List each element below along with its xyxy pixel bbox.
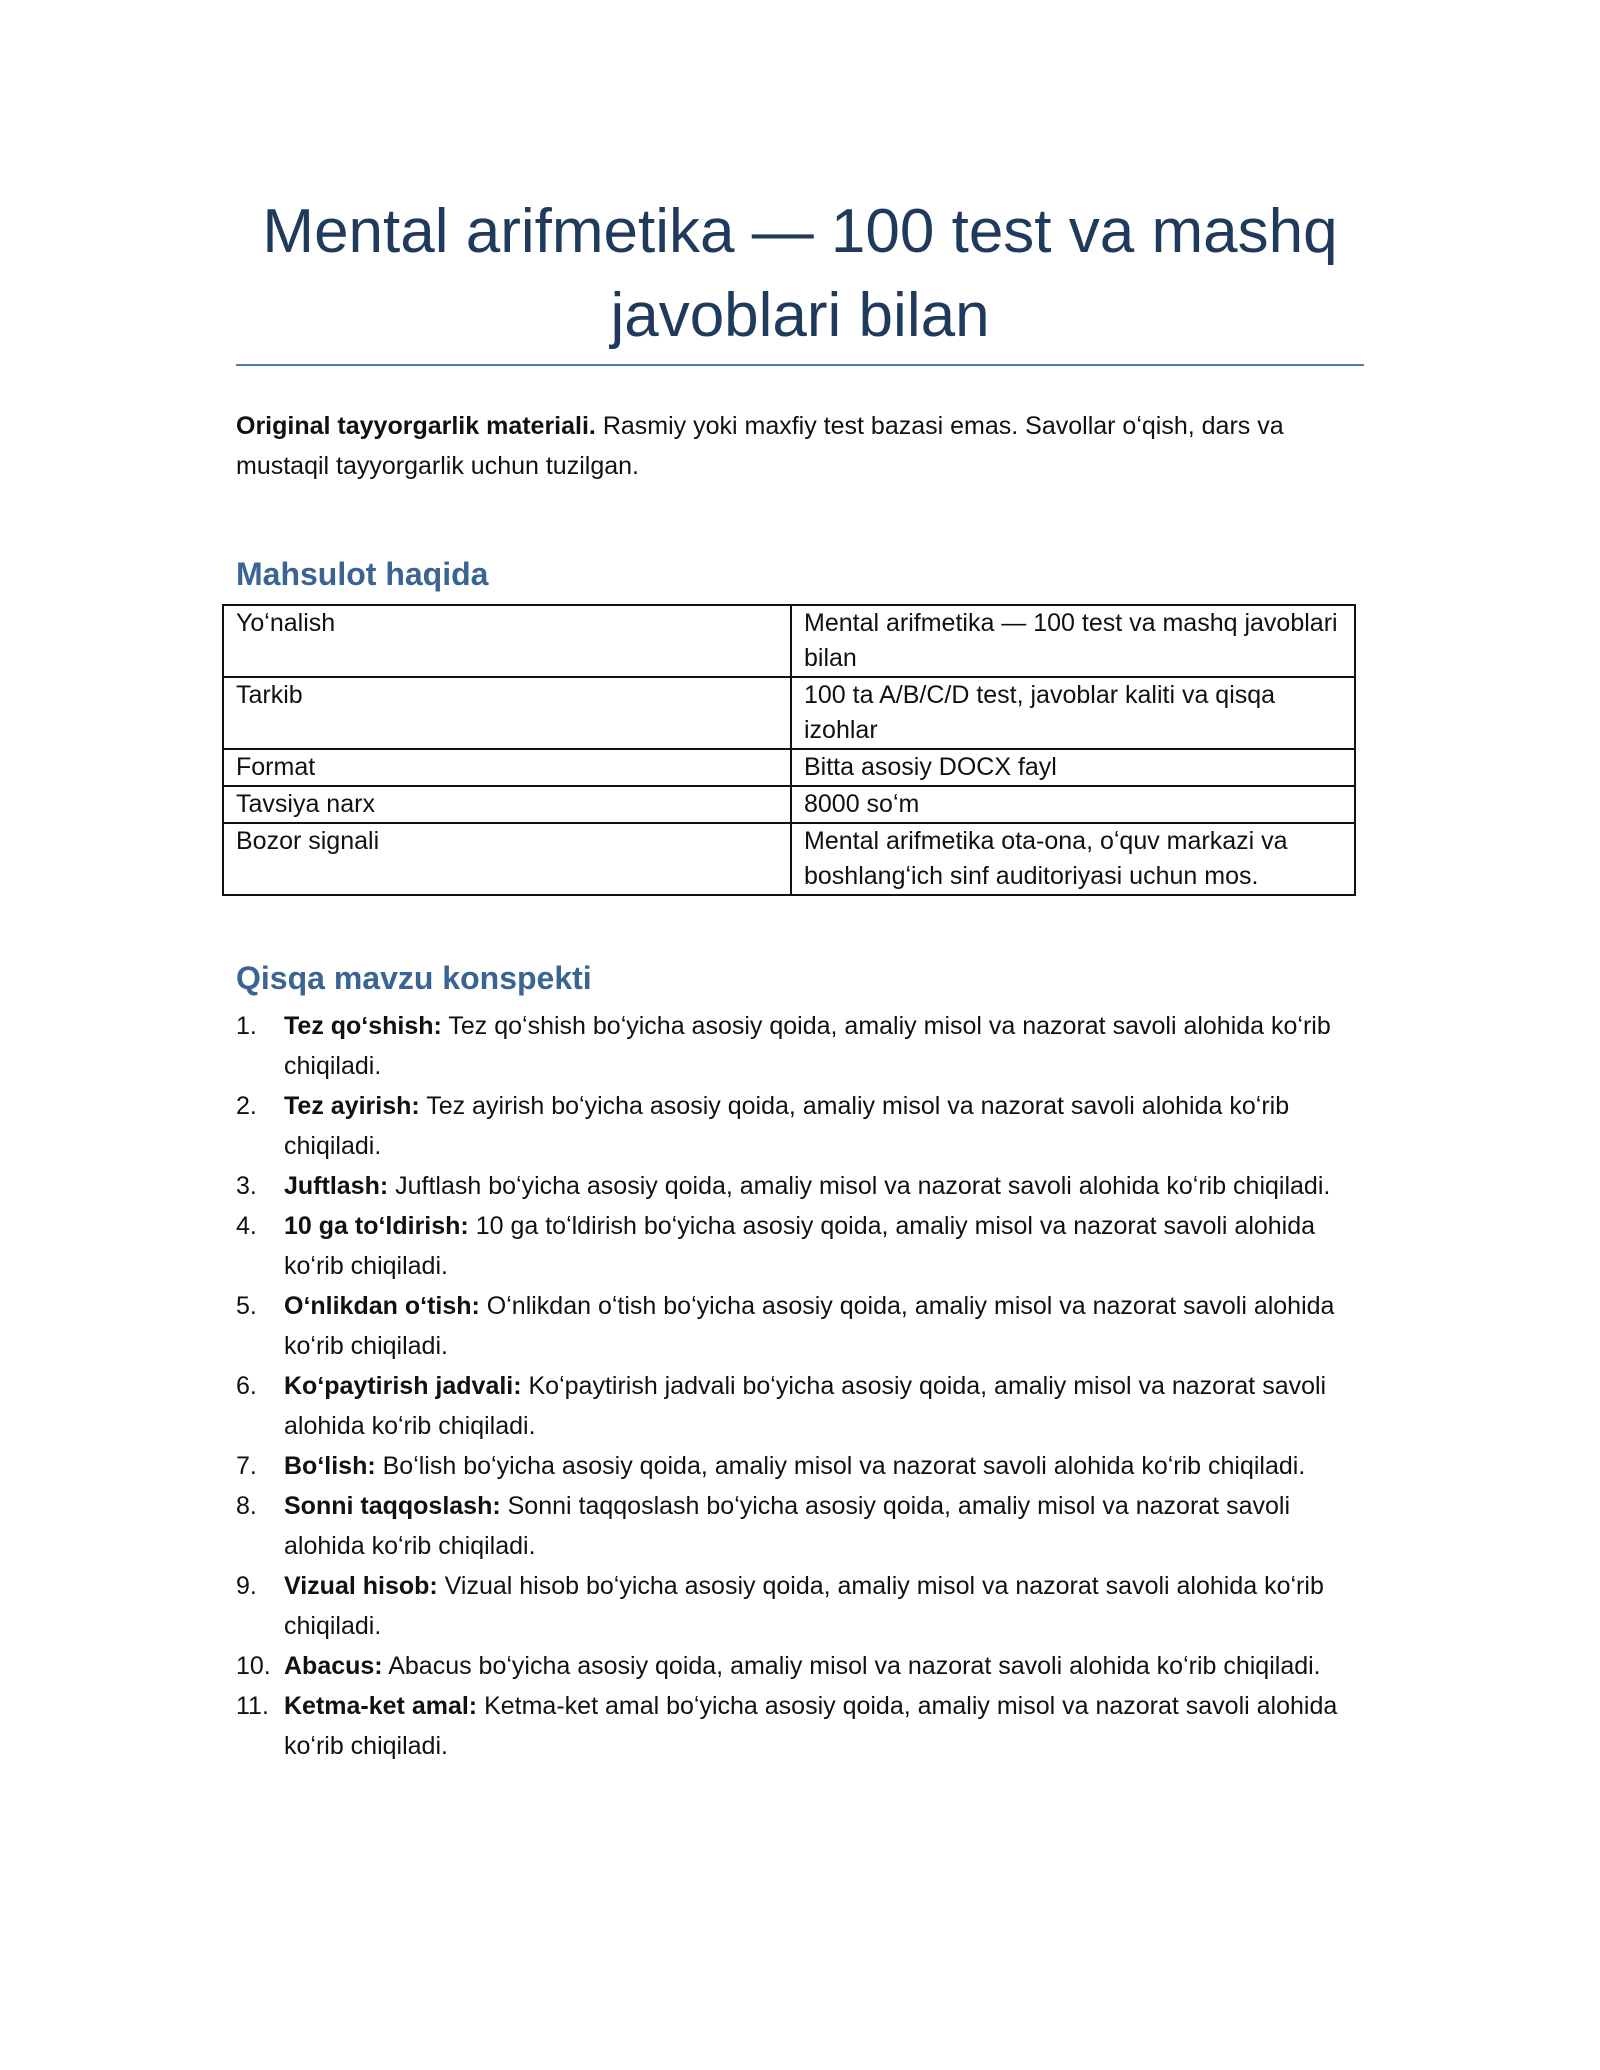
list-term: Sonni taqqoslash: — [284, 1492, 501, 1520]
list-description: Ketma-ket amal boʻyicha asosiy qoida, amaliy misol va nazorat savoli alohida koʻrib chiqiladi. — [284, 1692, 1338, 1760]
list-item — [236, 1206, 1376, 1286]
list-description: Sonni taqqoslash boʻyicha asosiy qoida, amaliy misol va nazorat savoli alohida koʻrib chiqiladi. — [284, 1492, 1290, 1560]
list-description: Boʻlish boʻyicha asosiy qoida, amaliy misol va nazorat savoli alohida koʻrib chiqiladi. — [375, 1452, 1306, 1480]
title-divider — [236, 364, 1364, 366]
list-description: Juftlash boʻyicha asosiy qoida, amaliy misol va nazorat savoli alohida koʻrib chiqiladi. — [388, 1172, 1331, 1200]
list-number: 5. — [236, 1292, 257, 1320]
list-number: 8. — [236, 1492, 257, 1520]
list-item — [236, 1486, 1376, 1566]
list-number: 1. — [236, 1012, 257, 1040]
list-description: Oʻnlikdan oʻtish boʻyicha asosiy qoida, amaliy misol va nazorat savoli alohida koʻrib chiqiladi. — [284, 1292, 1335, 1360]
list-term: Tez qoʻshish: — [284, 1012, 442, 1040]
list-number: 2. — [236, 1092, 257, 1120]
table-row — [223, 823, 1355, 895]
list-term: Oʻnlikdan oʻtish: — [284, 1292, 480, 1320]
list-term: 10 ga toʻldirish: — [284, 1212, 469, 1240]
list-number: 9. — [236, 1572, 257, 1600]
list-item — [236, 1566, 1376, 1646]
list-item — [236, 1086, 1376, 1166]
list-term: Juftlash: — [284, 1172, 389, 1200]
outline-heading: Qisqa mavzu konspekti — [236, 960, 592, 996]
table-value-cell: Mental arifmetika ota-ona, oʻquv markazi va boshlangʻich sinf auditoriyasi uchun mos. — [791, 823, 1355, 895]
list-number: 3. — [236, 1172, 257, 1200]
list-number: 11. — [236, 1692, 269, 1720]
table-key-cell: Yoʻnalish — [223, 605, 791, 677]
list-number: 10. — [236, 1652, 271, 1680]
table-key-cell: Format — [223, 749, 791, 786]
table-row — [223, 786, 1355, 823]
table-row — [223, 749, 1355, 786]
document-title: Mental arifmetika — 100 test va mashq javoblari bilan — [262, 197, 1338, 350]
table-key-cell: Tavsiya narx — [223, 786, 791, 823]
table-key-cell: Tarkib — [223, 677, 791, 749]
table-value-cell: 100 ta A/B/C/D test, javoblar kaliti va qisqa izohlar — [791, 677, 1355, 749]
list-item — [236, 1646, 1376, 1686]
list-item — [236, 1286, 1376, 1366]
product-heading: Mahsulot haqida — [236, 556, 489, 592]
list-term: Vizual hisob: — [284, 1572, 438, 1600]
list-term: Koʻpaytirish jadvali: — [284, 1372, 522, 1400]
list-description: Tez qoʻshish boʻyicha asosiy qoida, amaliy misol va nazorat savoli alohida koʻrib chiqiladi. — [284, 1012, 1331, 1080]
list-term: Tez ayirish: — [284, 1092, 420, 1120]
list-number: 6. — [236, 1372, 257, 1400]
table-key-cell: Bozor signali — [223, 823, 791, 895]
list-description: 10 ga toʻldirish boʻyicha asosiy qoida, amaliy misol va nazorat savoli alohida koʻrib chiqiladi. — [284, 1212, 1316, 1280]
list-number: 7. — [236, 1452, 257, 1480]
list-item — [236, 1446, 1376, 1486]
table-value-cell: Bitta asosiy DOCX fayl — [791, 749, 1355, 786]
list-term: Boʻlish: — [284, 1452, 376, 1480]
list-item — [236, 1366, 1376, 1446]
list-item — [236, 1006, 1376, 1086]
list-item — [236, 1166, 1376, 1206]
list-description: Tez ayirish boʻyicha asosiy qoida, amaliy misol va nazorat savoli alohida koʻrib chiqiladi. — [284, 1092, 1290, 1160]
table-value-cell: 8000 soʻm — [791, 786, 1355, 823]
list-term: Abacus: — [284, 1652, 383, 1680]
list-description: Abacus boʻyicha asosiy qoida, amaliy misol va nazorat savoli alohida koʻrib chiqiladi. — [382, 1652, 1321, 1680]
table-value-cell: Mental arifmetika — 100 test va mashq javoblari bilan — [791, 605, 1355, 677]
list-description: Vizual hisob boʻyicha asosiy qoida, amaliy misol va nazorat savoli alohida koʻrib chiqiladi. — [284, 1572, 1324, 1640]
product-table — [222, 604, 1356, 896]
intro-text: Rasmiy yoki maxfiy test bazasi emas. Savollar oʻqish, dars va mustaqil tayyorgarlik uchun tuzilgan. — [236, 412, 1284, 480]
table-row — [223, 605, 1355, 677]
outline-list — [236, 1006, 1376, 1766]
table-row — [223, 677, 1355, 749]
intro-paragraph — [236, 406, 1364, 486]
list-term: Ketma-ket amal: — [284, 1692, 478, 1720]
intro-bold: Original tayyorgarlik materiali. — [236, 412, 596, 440]
list-number: 4. — [236, 1212, 257, 1240]
list-item — [236, 1686, 1376, 1766]
list-description: Koʻpaytirish jadvali boʻyicha asosiy qoida, amaliy misol va nazorat savoli alohida koʻrib chiqiladi. — [284, 1372, 1327, 1440]
